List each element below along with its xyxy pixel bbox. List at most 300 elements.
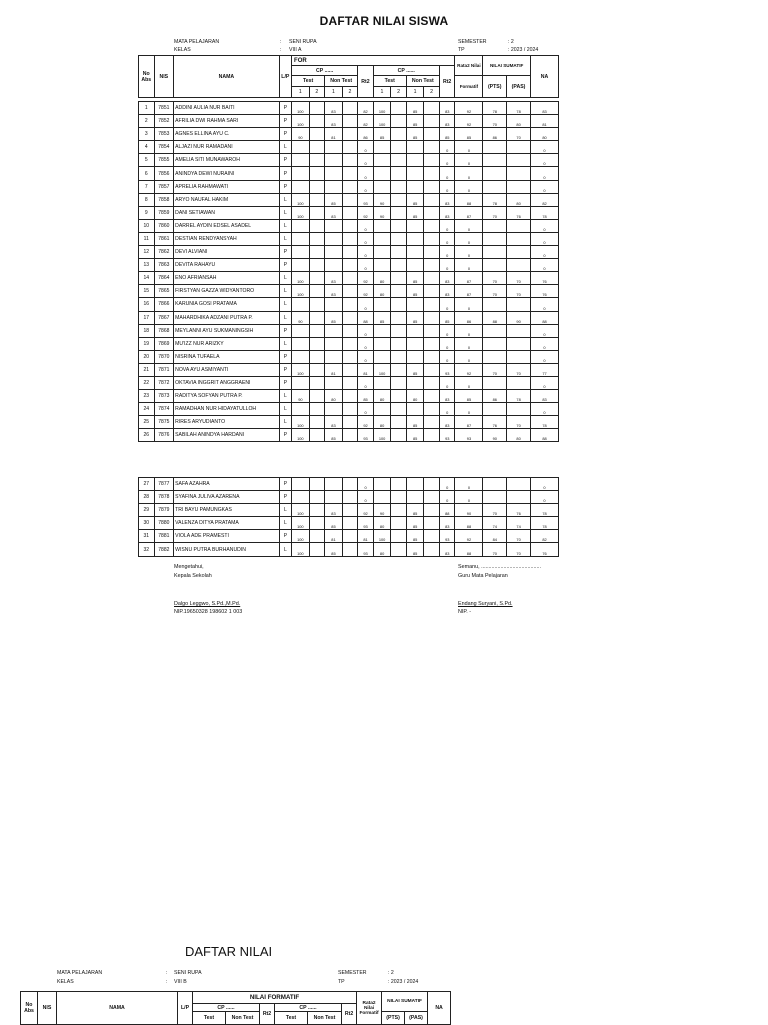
header-nis: NIS — [38, 992, 57, 1025]
table-cell: 7854 — [154, 141, 174, 154]
table-cell: 93 — [358, 543, 374, 556]
table-cell: 70 — [483, 363, 507, 376]
table-cell: 7873 — [154, 390, 174, 403]
table-cell: L — [279, 193, 291, 206]
table-cell: 76 — [483, 416, 507, 429]
table-cell — [309, 206, 325, 219]
table-cell: 82 — [358, 102, 374, 115]
table-cell: 83 — [439, 102, 455, 115]
page3-semester-value: : 2 — [388, 970, 394, 976]
table-cell: 90 — [373, 193, 391, 206]
table-cell: 78 — [507, 390, 531, 403]
table-cell: 92 — [455, 530, 483, 543]
table-cell: 88 — [455, 543, 483, 556]
table-cell — [325, 337, 343, 350]
table-cell — [292, 167, 310, 180]
table-row — [139, 543, 559, 556]
table-row — [139, 102, 559, 115]
table-cell: 0 — [358, 491, 374, 504]
table-row — [139, 504, 559, 517]
table-cell — [373, 167, 391, 180]
table-cell: 78 — [507, 102, 531, 115]
table-cell: 0 — [358, 478, 374, 491]
student-name-cell: ADDINI AULIA NUR BAITI — [174, 102, 280, 115]
header-col-2: 2 — [424, 87, 440, 98]
table-cell — [342, 376, 358, 389]
table-cell — [391, 232, 407, 245]
student-name-cell: AMELIA SITI MUNAWAROH — [174, 154, 280, 167]
student-name-cell: AFRILIA DWI RAHMA SARI — [174, 115, 280, 128]
table-cell: 100 — [292, 115, 310, 128]
table-cell: 86 — [358, 128, 374, 141]
header-nis: NIS — [154, 56, 174, 98]
table-cell — [292, 298, 310, 311]
table-cell: P — [279, 102, 291, 115]
student-name-cell: ALJAZI NUR RAMADANI — [174, 141, 280, 154]
table-cell — [309, 246, 325, 259]
header-col-2: 2 — [309, 87, 325, 98]
table-cell: 80 — [507, 193, 531, 206]
student-name-cell: WISNU PUTRA BURHANUDIN — [174, 543, 280, 556]
table-cell: 7858 — [154, 193, 174, 206]
table-cell: 70 — [483, 115, 507, 128]
header-nontest: Non Test — [406, 76, 439, 87]
table-cell — [325, 246, 343, 259]
student-name-cell: NISRINA TUFAELA — [174, 350, 280, 363]
table-row — [139, 530, 559, 543]
table-cell — [507, 246, 531, 259]
table-cell — [342, 246, 358, 259]
table-cell: P — [279, 429, 291, 442]
table-cell: 70 — [507, 128, 531, 141]
table-cell: 92 — [358, 206, 374, 219]
table-cell — [342, 141, 358, 154]
table-cell — [342, 180, 358, 193]
table-cell: 20 — [139, 350, 155, 363]
table-cell: 85 — [406, 193, 424, 206]
table-cell — [309, 416, 325, 429]
table-cell: 0 — [530, 167, 558, 180]
table-cell — [483, 167, 507, 180]
table-cell: 80 — [507, 115, 531, 128]
student-name-cell: SYAFINA JULIVA AZARENA — [174, 491, 280, 504]
table-cell — [309, 115, 325, 128]
table-cell: 7875 — [154, 416, 174, 429]
table-cell: 70 — [507, 530, 531, 543]
table-cell — [373, 219, 391, 232]
table-cell: 80 — [373, 390, 391, 403]
table-cell — [483, 141, 507, 154]
table-cell: 100 — [373, 429, 391, 442]
table-cell: 85 — [406, 504, 424, 517]
table-cell — [373, 403, 391, 416]
signature-left-name: Dalgo Leggwo, S.Pd.,M.Pd. — [174, 601, 241, 607]
student-name-cell: RIRES ARYUDIANTO — [174, 416, 280, 429]
student-name-cell: RADITYA SOFYAN PUTRA P. — [174, 390, 280, 403]
table-cell — [424, 298, 440, 311]
table-cell — [309, 543, 325, 556]
table-cell: 0 — [530, 403, 558, 416]
table-row — [139, 272, 559, 285]
table-cell: L — [279, 298, 291, 311]
table-cell: 0 — [439, 259, 455, 272]
table-cell: 100 — [292, 543, 310, 556]
table-cell: 83 — [325, 285, 343, 298]
table-cell: 0 — [439, 298, 455, 311]
table-cell: 85 — [439, 128, 455, 141]
table-cell — [424, 530, 440, 543]
table-row — [139, 193, 559, 206]
table-cell: 80 — [373, 285, 391, 298]
table-cell — [391, 219, 407, 232]
table-cell: 7882 — [154, 543, 174, 556]
page3-semester-label: SEMESTER — [338, 970, 367, 976]
table-cell: 3 — [139, 128, 155, 141]
table-row — [139, 311, 559, 324]
table-cell — [391, 376, 407, 389]
table-cell — [424, 350, 440, 363]
table-cell: 85 — [406, 429, 424, 442]
table-cell — [325, 167, 343, 180]
table-cell: 28 — [139, 491, 155, 504]
table-cell: 19 — [139, 337, 155, 350]
student-name-cell: ARYO NAUFAL HAKIM — [174, 193, 280, 206]
table-cell: P — [279, 259, 291, 272]
table-cell — [424, 363, 440, 376]
table-cell: 81 — [325, 128, 343, 141]
table-cell: 77 — [530, 363, 558, 376]
table-cell: 0 — [530, 232, 558, 245]
table-cell: P — [279, 167, 291, 180]
table-cell: 93 — [455, 429, 483, 442]
header-formatif: FOR — [292, 56, 455, 66]
table-cell — [342, 478, 358, 491]
table-cell: 7 — [139, 180, 155, 193]
table-cell: L — [279, 219, 291, 232]
header-test: Test — [373, 76, 406, 87]
table-cell: 0 — [439, 180, 455, 193]
table-cell: 7872 — [154, 376, 174, 389]
table-cell — [373, 491, 391, 504]
table-cell: 82 — [530, 193, 558, 206]
table-cell — [424, 403, 440, 416]
table-cell: 93 — [358, 517, 374, 530]
table-cell — [292, 180, 310, 193]
table-cell: 88 — [439, 504, 455, 517]
table-cell: L — [279, 232, 291, 245]
table-cell: P — [279, 180, 291, 193]
student-name-cell: FIRSTYAN GAZZA WIDYANTORO — [174, 285, 280, 298]
table-cell: 6 — [139, 167, 155, 180]
table-cell: 0 — [455, 491, 483, 504]
grade-table-header — [138, 55, 559, 98]
table-cell: 88 — [455, 193, 483, 206]
table-cell — [325, 141, 343, 154]
table-cell — [391, 504, 407, 517]
table-cell: 7877 — [154, 478, 174, 491]
kelas-value: VIII A — [289, 47, 302, 53]
header-rt2: Rt2 — [439, 66, 455, 98]
table-cell: 23 — [139, 390, 155, 403]
table-cell — [342, 324, 358, 337]
table-cell: 80 — [373, 272, 391, 285]
table-cell: 85 — [406, 517, 424, 530]
table-cell: 85 — [325, 429, 343, 442]
table-cell: 80 — [373, 416, 391, 429]
table-cell — [342, 491, 358, 504]
table-cell — [406, 246, 424, 259]
table-cell: 0 — [530, 324, 558, 337]
table-cell: 85 — [325, 517, 343, 530]
page3-title: DAFTAR NILAI — [185, 944, 273, 959]
table-cell: 32 — [139, 543, 155, 556]
page-title: DAFTAR NILAI SISWA — [319, 14, 449, 28]
table-cell: 93 — [358, 429, 374, 442]
table-cell — [424, 232, 440, 245]
header-nontest: Non Test — [308, 1012, 342, 1025]
table-cell: 90 — [292, 390, 310, 403]
table-cell: 88 — [455, 517, 483, 530]
student-name-cell: MEYLANNI AYU SUKMANINGSIH — [174, 324, 280, 337]
table-cell: 100 — [373, 115, 391, 128]
table-cell — [342, 416, 358, 429]
table-cell: 90 — [507, 311, 531, 324]
header-nontest: Non Test — [325, 76, 358, 87]
table-cell — [483, 180, 507, 193]
page3-kelas-value: VIII B — [174, 979, 187, 985]
table-cell: 7880 — [154, 517, 174, 530]
table-cell: L — [279, 337, 291, 350]
header-lp: L/P — [178, 992, 193, 1025]
table-cell: P — [279, 246, 291, 259]
table-cell: 0 — [439, 491, 455, 504]
table-cell: 90 — [455, 504, 483, 517]
table-cell: 0 — [439, 337, 455, 350]
table-cell — [424, 504, 440, 517]
table-cell: 0 — [530, 180, 558, 193]
student-name-cell: DESTIAN RENDYANSYAH — [174, 232, 280, 245]
table-cell — [391, 206, 407, 219]
table-cell: P — [279, 376, 291, 389]
table-cell: 78 — [530, 517, 558, 530]
table-cell — [325, 376, 343, 389]
table-cell — [483, 232, 507, 245]
table-row — [139, 363, 559, 376]
table-cell: 0 — [530, 298, 558, 311]
signature-right-heading: Semanu, ........................................ — [458, 564, 541, 570]
table-cell: 5 — [139, 154, 155, 167]
table-cell: 85 — [358, 390, 374, 403]
table-cell — [507, 350, 531, 363]
table-row — [139, 416, 559, 429]
table-cell: 0 — [455, 337, 483, 350]
table-cell — [342, 311, 358, 324]
table-cell — [507, 337, 531, 350]
table-cell: 83 — [439, 543, 455, 556]
table-cell: 0 — [358, 180, 374, 193]
table-cell: 83 — [530, 390, 558, 403]
table-cell — [292, 337, 310, 350]
table-cell — [342, 363, 358, 376]
table-cell: 92 — [455, 115, 483, 128]
table-cell: 74 — [483, 517, 507, 530]
table-cell: 17 — [139, 311, 155, 324]
table-cell: 83 — [530, 102, 558, 115]
table-cell: 100 — [373, 530, 391, 543]
table-cell — [391, 478, 407, 491]
table-cell: 0 — [358, 403, 374, 416]
table-cell: 83 — [439, 517, 455, 530]
header-pts: (PTS) — [483, 76, 507, 98]
table-cell: 80 — [373, 543, 391, 556]
table-cell — [309, 363, 325, 376]
header-col-2: 2 — [342, 87, 358, 98]
table-cell: 29 — [139, 504, 155, 517]
table-cell: 7860 — [154, 219, 174, 232]
table-row — [139, 128, 559, 141]
table-cell: 0 — [530, 350, 558, 363]
table-cell: 83 — [439, 285, 455, 298]
table-cell: 0 — [358, 167, 374, 180]
table-cell — [424, 246, 440, 259]
semester-value: : 2 — [508, 39, 514, 45]
table-cell: 0 — [455, 246, 483, 259]
table-cell: 0 — [358, 232, 374, 245]
table-cell — [507, 491, 531, 504]
header-col-1: 1 — [292, 87, 310, 98]
table-cell — [342, 298, 358, 311]
table-cell — [325, 232, 343, 245]
table-row — [139, 324, 559, 337]
page3-header-pts: (PTS) — [382, 1012, 405, 1025]
table-cell — [406, 350, 424, 363]
table-cell — [391, 324, 407, 337]
table-cell: 86 — [483, 128, 507, 141]
table-cell: P — [279, 154, 291, 167]
table-cell: 85 — [325, 193, 343, 206]
table-cell: 70 — [507, 543, 531, 556]
header-cp2: CP ...... — [373, 66, 439, 76]
page3-tp-value: : 2023 / 2024 — [388, 979, 419, 985]
table-cell: P — [279, 363, 291, 376]
table-cell: 7853 — [154, 128, 174, 141]
table-cell: 0 — [358, 154, 374, 167]
header-cp1: CP ...... — [193, 1004, 260, 1012]
table-cell — [424, 193, 440, 206]
table-cell — [373, 180, 391, 193]
table-cell — [292, 376, 310, 389]
table-cell: 7856 — [154, 167, 174, 180]
table-cell — [424, 324, 440, 337]
table-cell: 26 — [139, 429, 155, 442]
table-cell — [507, 403, 531, 416]
table-row — [139, 206, 559, 219]
table-cell — [309, 350, 325, 363]
table-cell — [342, 337, 358, 350]
table-cell — [406, 324, 424, 337]
table-cell: 31 — [139, 530, 155, 543]
table-cell — [342, 543, 358, 556]
table-cell: 88 — [530, 429, 558, 442]
table-cell — [406, 141, 424, 154]
table-cell: 88 — [483, 311, 507, 324]
table-row — [139, 429, 559, 442]
header-test: Test — [292, 76, 325, 87]
table-cell — [424, 311, 440, 324]
table-cell: 81 — [325, 530, 343, 543]
table-cell: 7879 — [154, 504, 174, 517]
header-test: Test — [275, 1012, 308, 1025]
table-cell: 85 — [406, 285, 424, 298]
table-cell — [292, 350, 310, 363]
table-cell — [342, 102, 358, 115]
table-cell — [507, 298, 531, 311]
table-row — [139, 115, 559, 128]
table-cell — [483, 478, 507, 491]
table-cell — [391, 517, 407, 530]
table-cell: 0 — [530, 246, 558, 259]
table-cell — [342, 429, 358, 442]
table-cell — [292, 232, 310, 245]
table-cell: 0 — [439, 154, 455, 167]
table-cell: 92 — [358, 416, 374, 429]
table-cell — [424, 180, 440, 193]
mapel-value: SENI RUPA — [289, 39, 317, 45]
table-cell: P — [279, 350, 291, 363]
table-cell: 83 — [325, 206, 343, 219]
table-cell — [424, 259, 440, 272]
table-cell: 7861 — [154, 232, 174, 245]
table-cell — [342, 350, 358, 363]
table-cell — [325, 350, 343, 363]
table-cell — [391, 429, 407, 442]
student-name-cell: VIOLA ADE PRAMESTI — [174, 530, 280, 543]
table-cell: 0 — [439, 403, 455, 416]
table-cell — [507, 478, 531, 491]
table-cell: 10 — [139, 219, 155, 232]
table-row — [139, 285, 559, 298]
table-cell — [507, 154, 531, 167]
table-cell — [406, 376, 424, 389]
table-cell: L — [279, 141, 291, 154]
table-cell: 0 — [455, 259, 483, 272]
table-cell: 76 — [530, 272, 558, 285]
table-cell: 7852 — [154, 115, 174, 128]
student-name-cell: NOVA AYU ASMIYANTI — [174, 363, 280, 376]
header-test: Test — [193, 1012, 226, 1025]
table-cell — [292, 478, 310, 491]
table-cell — [342, 167, 358, 180]
table-cell — [406, 232, 424, 245]
table-cell — [309, 167, 325, 180]
table-cell: 0 — [530, 154, 558, 167]
table-row — [139, 376, 559, 389]
page3-header-sumatif: NILAI SUMATIF — [382, 992, 428, 1012]
table-cell — [309, 504, 325, 517]
table-cell: 85 — [406, 416, 424, 429]
table-cell — [342, 504, 358, 517]
signature-left-heading: Mengetahui, — [174, 564, 204, 570]
table-cell: L — [279, 517, 291, 530]
table-cell: 81 — [530, 115, 558, 128]
table-cell — [507, 232, 531, 245]
table-cell — [391, 102, 407, 115]
table-cell: L — [279, 390, 291, 403]
table-cell: 87 — [455, 285, 483, 298]
table-cell: 83 — [439, 416, 455, 429]
header-rt2: Rt2 — [260, 1004, 275, 1025]
table-cell: 7874 — [154, 403, 174, 416]
